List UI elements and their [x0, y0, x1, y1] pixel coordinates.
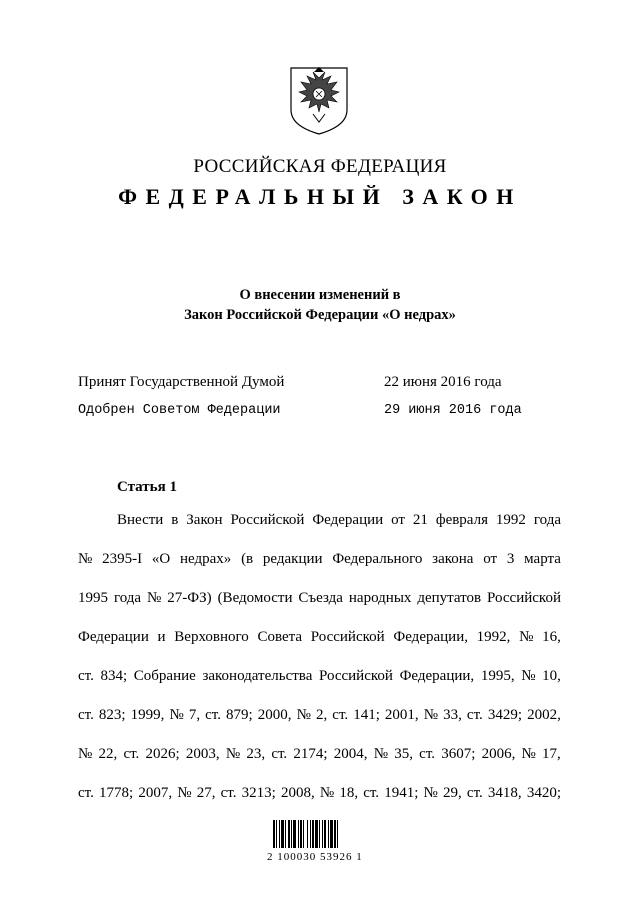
article-text-line: 1995 года № 27-ФЗ) (Ведомости Съезда народных депутатов Российской: [78, 590, 561, 606]
article-text-line: ст. 834; Собрание законодательства Российской Федерации, 1995, № 10,: [78, 668, 561, 684]
law-title-line: О внесении изменений в: [239, 287, 401, 303]
article-text-line: № 22, ст. 2026; 2003, № 23, ст. 2174; 2004, № 35, ст. 3607; 2006, № 17,: [78, 746, 561, 762]
article-text-line: Федерации и Верховного Совета Российской Федерации, 1992, № 16,: [78, 629, 561, 645]
adopted-label: Принят Государственной Думой: [78, 374, 285, 390]
document-type-heading: ФЕДЕРАЛЬНЫЙ ЗАКОН: [118, 184, 522, 209]
article-text-line: Внести в Закон Российской Федерации от 21 февраля 1992 года: [117, 512, 561, 528]
barcode-number: 2 100030 53926 1: [267, 851, 363, 863]
barcode-image: [273, 820, 365, 848]
approved-label: Одобрен Советом Федерации: [78, 403, 281, 418]
article-heading: Статья 1: [117, 479, 177, 495]
country-heading: РОССИЙСКАЯ ФЕДЕРАЦИЯ: [193, 156, 447, 177]
law-title: [0, 285, 640, 325]
article-text-line: ст. 823; 1999, № 7, ст. 879; 2000, № 2, ст. 141; 2001, № 33, ст. 3429; 2002,: [78, 707, 561, 723]
approved-date: 29 июня 2016 года: [384, 403, 522, 418]
coat-of-arms-emblem: [287, 64, 351, 136]
adopted-date: 22 июня 2016 года: [384, 374, 502, 390]
article-text-line: ст. 1778; 2007, № 27, ст. 3213; 2008, № 18, ст. 1941; № 29, ст. 3418, 3420;: [78, 785, 561, 801]
law-title-line: Закон Российской Федерации «О недрах»: [184, 307, 456, 323]
article-text-line: № 2395-I «О недрах» (в редакции Федерального закона от 3 марта: [78, 551, 561, 567]
